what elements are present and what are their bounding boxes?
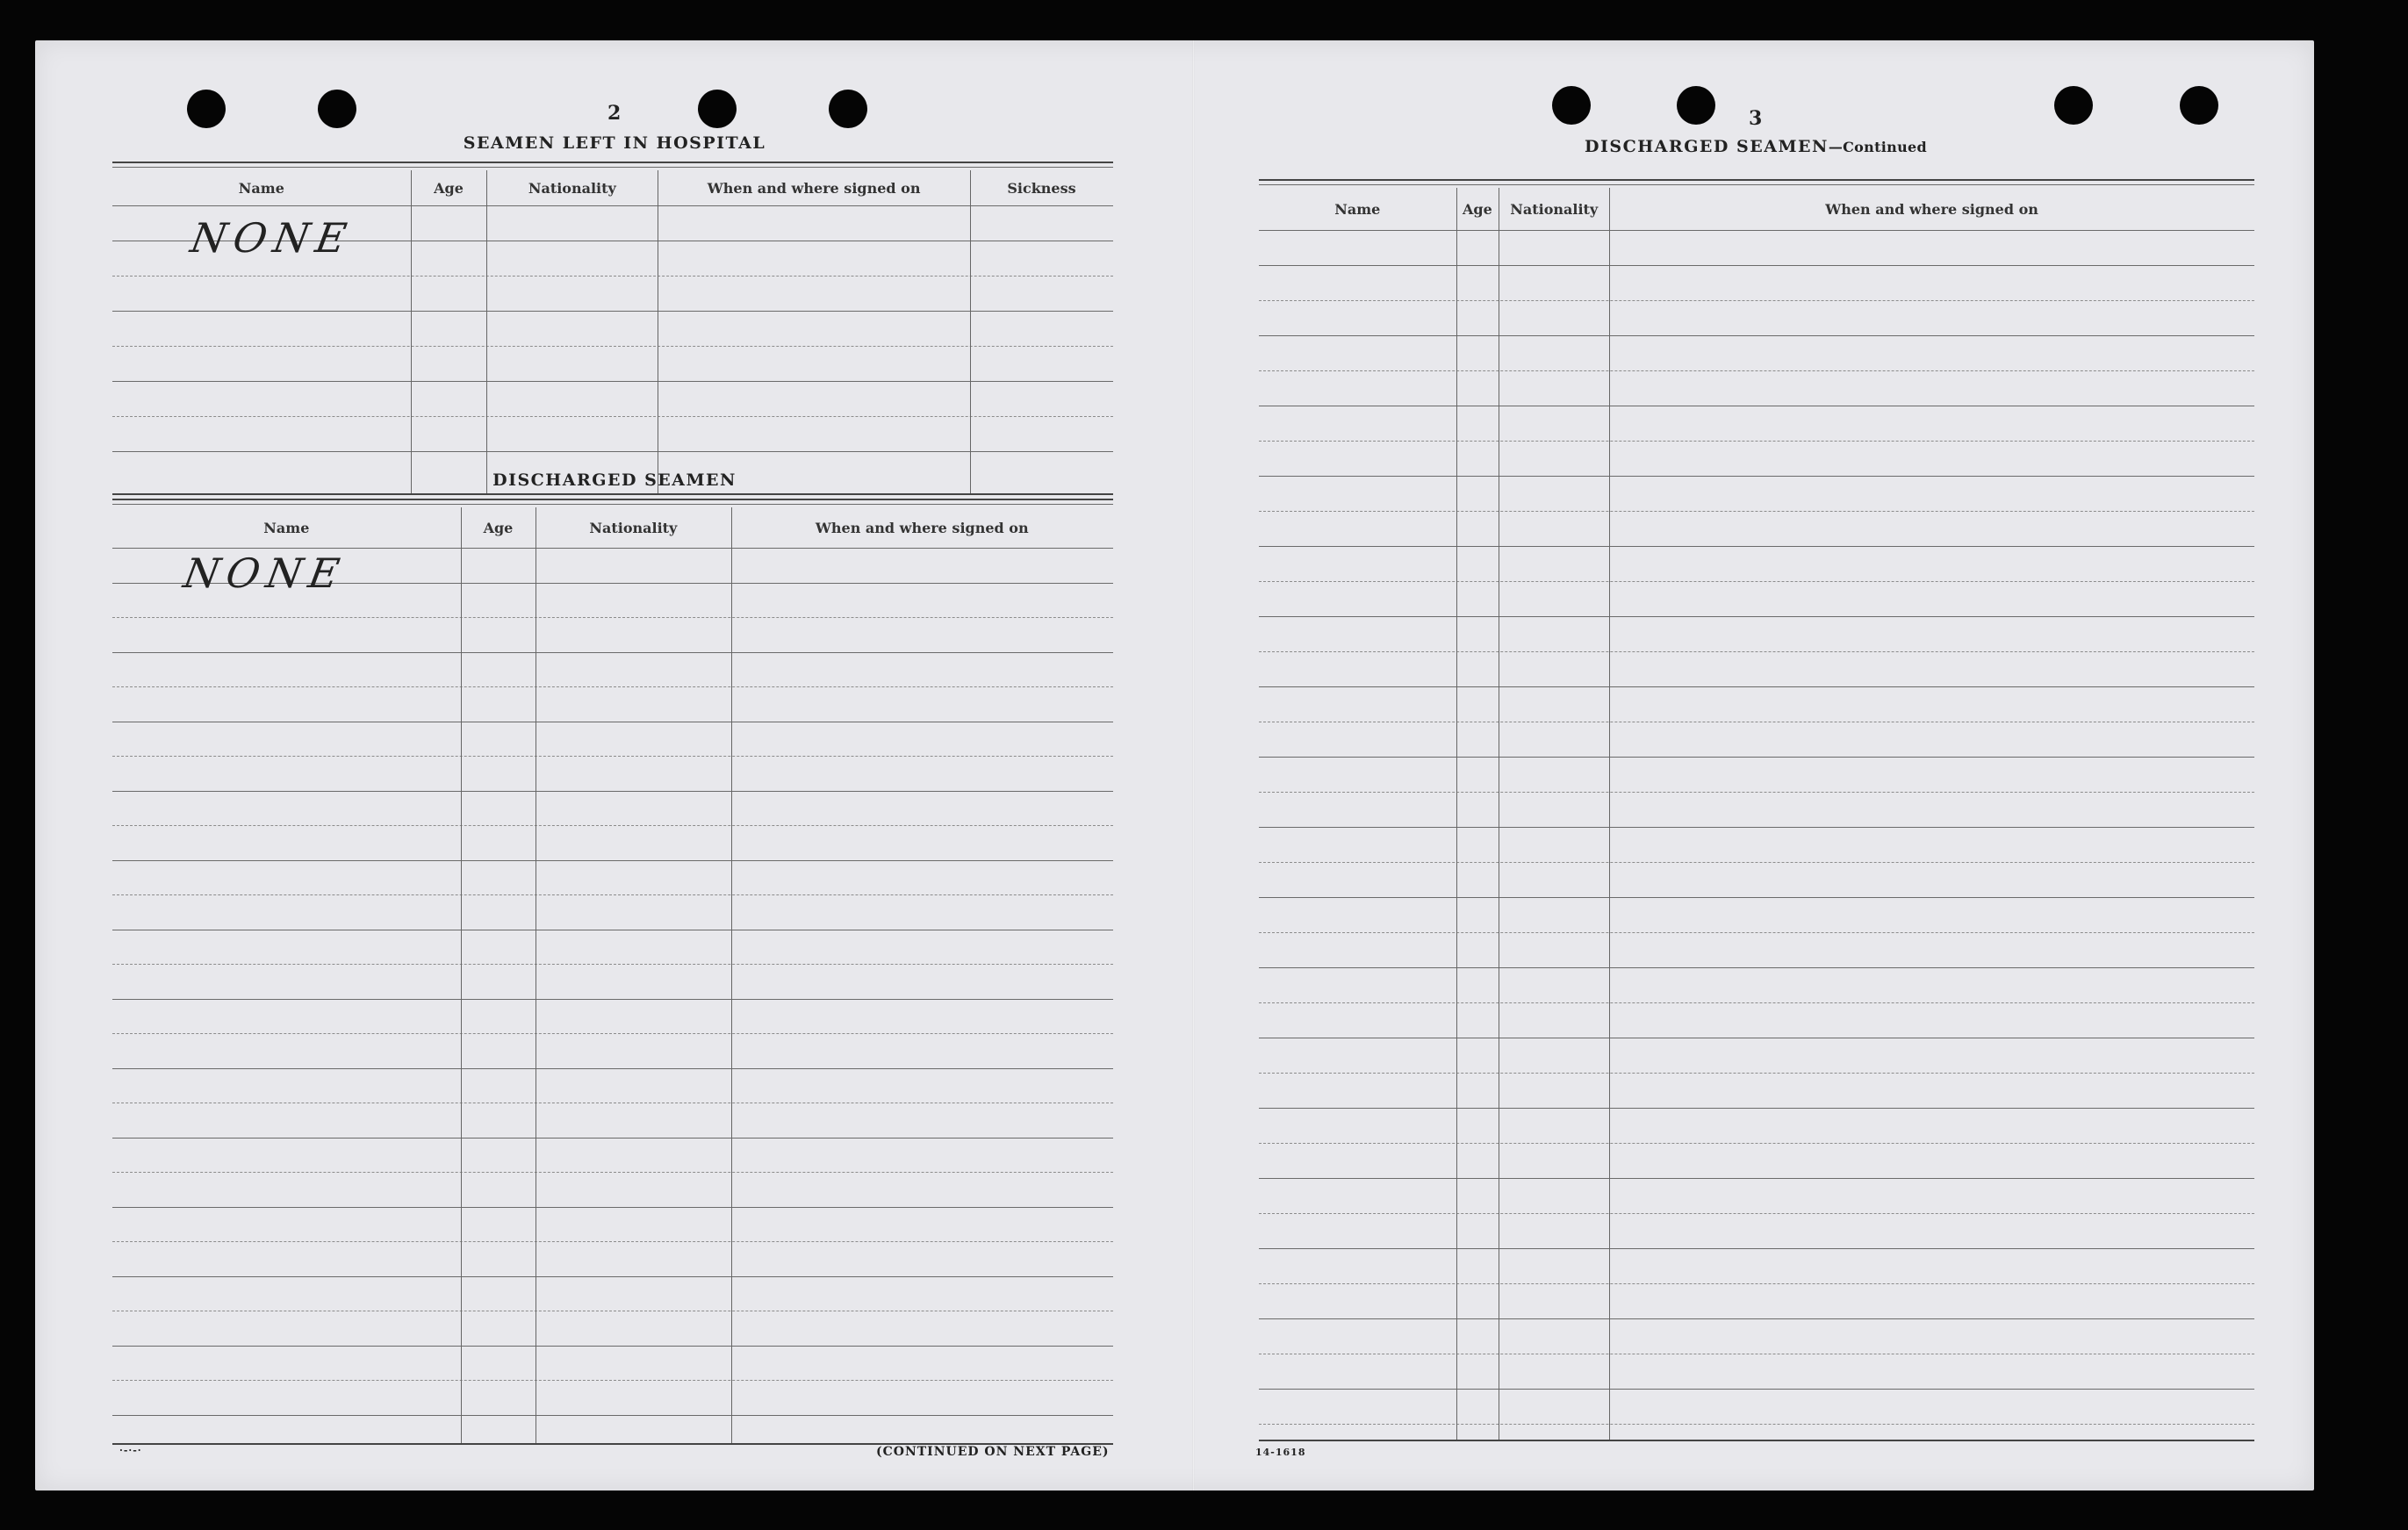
- table-row-rule: [1259, 1283, 2254, 1284]
- table-row-rule: [112, 416, 1113, 417]
- table-row-rule: [1259, 511, 2254, 512]
- table-row-rule: [112, 617, 1113, 618]
- header-rule: [112, 205, 1113, 206]
- table-row-rule: [1259, 897, 2254, 898]
- table-row-rule: [1259, 1213, 2254, 1214]
- table-row-rule: [1259, 370, 2254, 371]
- table-row-rule: [1259, 300, 2254, 301]
- continued-title-main: DISCHARGED SEAMEN: [1585, 137, 1829, 156]
- table-row-rule: [1259, 1389, 2254, 1390]
- table-row-rule: [1259, 1108, 2254, 1109]
- table-row-rule: [1259, 616, 2254, 617]
- table-row-rule: [1259, 441, 2254, 442]
- table-top-rule: [112, 162, 1113, 163]
- table-row-rule: [1259, 335, 2254, 336]
- punch-hole: [829, 90, 867, 128]
- punch-hole: [1552, 86, 1591, 125]
- hospital-section-title: SEAMEN LEFT IN HOSPITAL: [463, 133, 766, 153]
- table-row-rule: [1259, 1318, 2254, 1319]
- table-row-rule: [112, 1415, 1113, 1416]
- table-top-rule: [1259, 179, 2254, 181]
- table-row-rule: [1259, 651, 2254, 652]
- table-row-rule: [112, 1172, 1113, 1173]
- table-row-rule: [1259, 476, 2254, 477]
- punch-hole: [1677, 86, 1715, 125]
- table-row-rule: [112, 1241, 1113, 1242]
- table-row-rule: [112, 686, 1113, 687]
- column-header: Nationality: [1510, 201, 1599, 218]
- table-row-rule: [1259, 827, 2254, 828]
- table-row-rule: [1259, 967, 2254, 968]
- column-divider: [1609, 188, 1610, 1440]
- table-row-rule: [1259, 1073, 2254, 1074]
- column-header: Age: [483, 520, 514, 536]
- table-row-rule: [1259, 1143, 2254, 1144]
- continued-title-suffix: —Continued: [1828, 139, 1927, 155]
- center-fold: [1192, 40, 1195, 1490]
- column-header: Age: [434, 180, 464, 197]
- table-row-rule: [112, 276, 1113, 277]
- table-top-rule: [1259, 184, 2254, 185]
- table-row-rule: [112, 1276, 1113, 1277]
- table-row-rule: [112, 1380, 1113, 1381]
- discharged-section-title: DISCHARGED SEAMEN: [492, 470, 737, 490]
- table-row-rule: [112, 791, 1113, 792]
- table-row-rule: [112, 1138, 1113, 1139]
- column-header: When and where signed on: [815, 520, 1029, 536]
- column-header: When and where signed on: [707, 180, 921, 197]
- table-top-rule: [112, 499, 1113, 500]
- column-header: Nationality: [589, 520, 678, 536]
- punch-hole: [2054, 86, 2093, 125]
- column-header: Nationality: [528, 180, 616, 197]
- table-row-rule: [1259, 862, 2254, 863]
- table-row-rule: [1259, 686, 2254, 687]
- punch-hole: [2180, 86, 2218, 125]
- table-row-rule: [112, 964, 1113, 965]
- page-number-right: 3: [1749, 107, 1763, 130]
- hospital-table: [112, 162, 1113, 493]
- table-row-rule: [1259, 581, 2254, 582]
- punch-hole: [318, 90, 356, 128]
- punch-hole: [187, 90, 226, 128]
- table-row-rule: [112, 1346, 1113, 1347]
- table-row-rule: [1259, 792, 2254, 793]
- form-number-left: ·-·-·: [119, 1445, 142, 1456]
- column-divider: [486, 170, 487, 493]
- table-row-rule: [1259, 546, 2254, 547]
- continued-footer: (CONTINUED ON NEXT PAGE): [876, 1445, 1110, 1459]
- table-bottom-rule: [1259, 1440, 2254, 1441]
- discharged-entry-handwritten: NONE: [180, 550, 350, 597]
- page-number-left: 2: [607, 102, 622, 125]
- table-row-rule: [1259, 757, 2254, 758]
- table-row-rule: [112, 999, 1113, 1000]
- table-row-rule: [1259, 1424, 2254, 1425]
- table-row-rule: [1259, 1002, 2254, 1003]
- table-bottom-rule: [112, 493, 1113, 495]
- table-row-rule: [112, 311, 1113, 312]
- table-row-rule: [112, 1207, 1113, 1208]
- column-divider: [411, 170, 412, 493]
- table-top-rule: [112, 167, 1113, 168]
- column-header: Name: [263, 520, 310, 536]
- column-divider: [731, 507, 732, 1443]
- table-row-rule: [112, 652, 1113, 653]
- table-row-rule: [112, 1068, 1113, 1069]
- table-top-rule: [112, 504, 1113, 505]
- table-row-rule: [112, 381, 1113, 382]
- header-rule: [112, 548, 1113, 549]
- table-row-rule: [112, 451, 1113, 452]
- column-divider: [461, 507, 462, 1443]
- continued-section-title: [1585, 137, 1927, 156]
- table-row-rule: [1259, 265, 2254, 266]
- column-header: Age: [1463, 201, 1492, 218]
- column-header: When and where signed on: [1825, 201, 2038, 218]
- table-row-rule: [1259, 1178, 2254, 1179]
- table-row-rule: [1259, 1248, 2254, 1249]
- discharged-table: [112, 499, 1113, 1443]
- column-header: Name: [238, 180, 284, 197]
- column-header: Sickness: [1007, 180, 1076, 197]
- table-row-rule: [1259, 932, 2254, 933]
- table-row-rule: [112, 825, 1113, 826]
- table-row-rule: [112, 346, 1113, 347]
- hospital-entry-handwritten: NONE: [187, 214, 357, 262]
- form-number-right: 14-1618: [1255, 1447, 1306, 1458]
- table-row-rule: [112, 894, 1113, 895]
- table-row-rule: [112, 860, 1113, 861]
- column-divider: [1456, 188, 1457, 1440]
- table-row-rule: [112, 756, 1113, 757]
- form-sheet: [35, 40, 2314, 1490]
- continued-table: [1259, 179, 2254, 1440]
- header-rule: [1259, 230, 2254, 231]
- table-row-rule: [112, 1033, 1113, 1034]
- column-divider: [970, 170, 971, 493]
- punch-hole: [698, 90, 737, 128]
- column-header: Name: [1334, 201, 1381, 218]
